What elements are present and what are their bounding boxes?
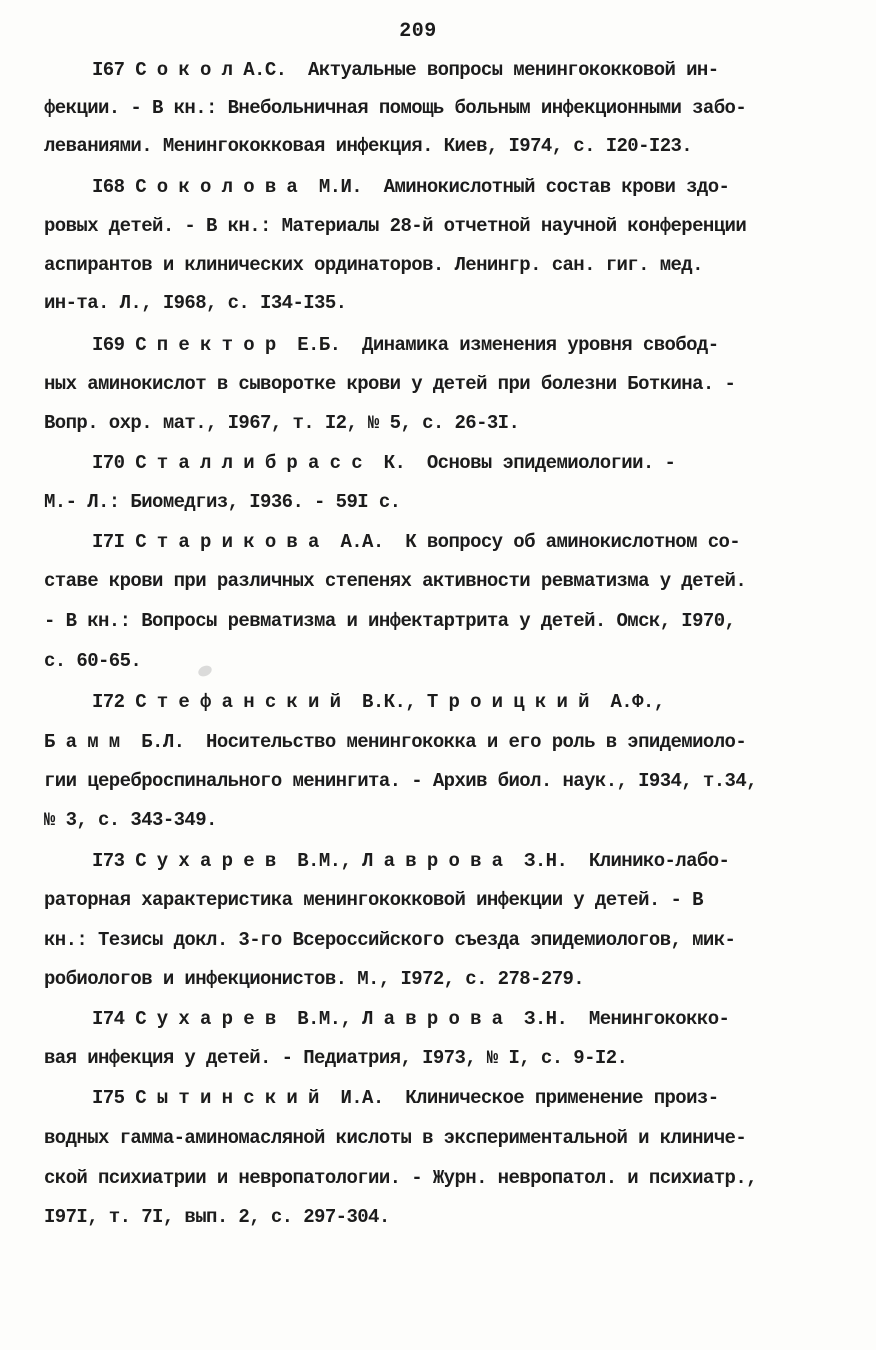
- reference-170-line-2: М.- Л.: Биомедгиз, I936. - 59I с.: [44, 491, 401, 513]
- reference-168-line-4: ин-та. Л., I968, с. I34-I35.: [44, 292, 347, 314]
- reference-171-line-2: ставе крови при различных степенях активности ревматизма у детей.: [44, 570, 747, 592]
- reference-171-line-3: - В кн.: Вопросы ревматизма и инфектартрита у детей. Омск, I970,: [44, 610, 736, 632]
- reference-173-line-1: I73 С у х а р е в В.М., Л а в р о в а З.Н. Клинико-лабо-: [92, 850, 730, 872]
- reference-174-line-2: вая инфекция у детей. - Педиатрия, I973, № I, с. 9-I2.: [44, 1047, 628, 1069]
- reference-169-line-3: Вопр. охр. мат., I967, т. I2, № 5, с. 26-3I.: [44, 412, 520, 434]
- scan-smudge: [197, 664, 214, 679]
- reference-167-line-3: леваниями. Менингококковая инфекция. Киев, I974, с. I20-I23.: [44, 135, 693, 157]
- reference-169-line-2: ных аминокислот в сыворотке крови у детей при болезни Боткина. -: [44, 373, 736, 395]
- reference-174-line-1: I74 С у х а р е в В.М., Л а в р о в а З.Н. Менингококко-: [92, 1008, 730, 1030]
- reference-171-line-1: I7I С т а р и к о в а А.А. К вопросу об аминокислотном со-: [92, 531, 741, 553]
- reference-168-line-2: ровых детей. - В кн.: Материалы 28-й отчетной научной конференции: [44, 215, 747, 237]
- reference-168-line-1: I68 С о к о л о в а М.И. Аминокислотный состав крови здо-: [92, 176, 730, 198]
- reference-172-line-1: I72 С т е ф а н с к и й В.К., Т р о и ц к и й А.Ф.,: [92, 691, 665, 713]
- reference-173-line-2: раторная характеристика менингококковой инфекции у детей. - В: [44, 889, 703, 911]
- reference-175-line-1: I75 С ы т и н с к и й И.А. Клиническое применение произ-: [92, 1087, 719, 1109]
- reference-175-line-2: водных гамма-аминомасляной кислоты в экспериментальной и клиниче-: [44, 1127, 747, 1149]
- reference-173-line-4: робиологов и инфекционистов. М., I972, с. 278-279.: [44, 968, 585, 990]
- reference-171-line-4: с. 60-65.: [44, 650, 142, 672]
- reference-173-line-3: кн.: Тезисы докл. 3-го Всероссийского съезда эпидемиологов, мик-: [44, 929, 736, 951]
- reference-170-line-1: I70 С т а л л и б р а с с К. Основы эпидемиологии. -: [92, 452, 676, 474]
- reference-175-line-3: ской психиатрии и невропатологии. - Журн. невропатол. и психиатр.,: [44, 1167, 757, 1189]
- reference-172-line-3: гии цереброспинального менингита. - Архив биол. наук., I934, т.34,: [44, 770, 757, 792]
- page-number: 209: [399, 20, 437, 43]
- reference-167-line-1: I67 С о к о л А.С. Актуальные вопросы менингококковой ин-: [92, 59, 719, 81]
- reference-167-line-2: фекции. - В кн.: Внебольничная помощь больным инфекционными забо-: [44, 97, 747, 119]
- reference-172-line-4: № 3, с. 343-349.: [44, 809, 217, 831]
- reference-172-line-2: Б а м м Б.Л. Носительство менингококка и его роль в эпидемиоло-: [44, 731, 747, 753]
- reference-168-line-3: аспирантов и клинических ординаторов. Ленингр. сан. гиг. мед.: [44, 254, 703, 276]
- reference-169-line-1: I69 С п е к т о р Е.Б. Динамика изменения уровня свобод-: [92, 334, 719, 356]
- reference-175-line-4: I97I, т. 7I, вып. 2, с. 297-304.: [44, 1206, 390, 1228]
